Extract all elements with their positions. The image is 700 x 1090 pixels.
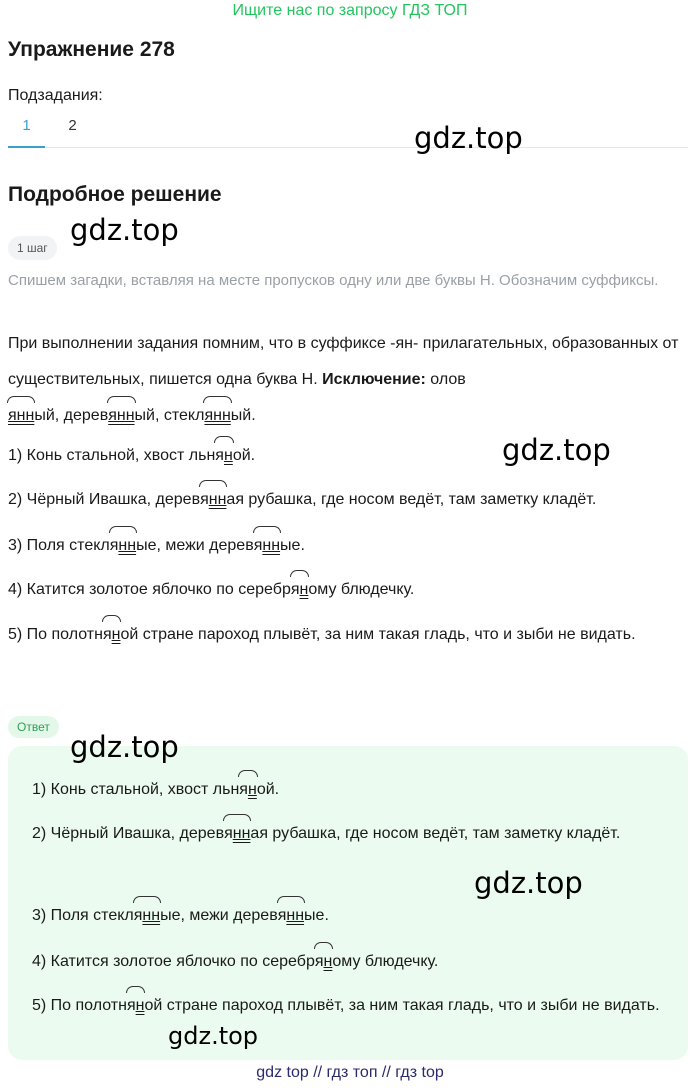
answer-line-2: 2) Чёрный Ивашка, деревянная рубашка, где носом ведёт, там заметку кладёт. <box>32 816 672 852</box>
watermark: gdz.top <box>70 213 179 247</box>
rule-paragraph: При выполнении задания помним, что в суффиксе -ян- прилагательных, образованных от существительных, пишется одна буква Н. Исключение: олов янный, деревянный, стеклянный. <box>8 326 688 434</box>
solution-line-1: 1) Конь стальной, хвост льняной. <box>8 438 688 474</box>
answer-line-5: 5) По полотняной стране пароход плывёт, за ним такая гладь, что и зыби не видать. <box>32 988 672 1024</box>
watermark: gdz.top <box>70 730 179 764</box>
tab-subtask-1[interactable]: 1 <box>8 110 45 148</box>
solution-line-3: 3) Поля стеклянные, межи деревянные. <box>8 528 688 564</box>
exception-label: Исключение <box>322 371 421 388</box>
watermark: gdz.top <box>414 121 523 155</box>
answer-line-4: 4) Катится золотое яблочко по серебряному блюдечку. <box>32 944 672 980</box>
solution-line-2: 2) Чёрный Ивашка, деревянная рубашка, где носом ведёт, там заметку кладёт. <box>8 482 688 518</box>
footer-links: gdz top // гдз топ // гдз top <box>256 1064 444 1081</box>
watermark: gdz.top <box>502 433 611 467</box>
intro-text: Спишем загадки, вставляя на месте пропусков одну или две буквы Н. Обозначим суффиксы. <box>8 272 659 289</box>
step-badge: 1 шаг <box>8 236 57 260</box>
search-hint-banner: Ищите нас по запросу ГДЗ ТОП <box>232 2 468 19</box>
answer-line-3: 3) Поля стеклянные, межи деревянные. <box>32 898 672 934</box>
watermark: gdz.top <box>474 866 583 900</box>
page-title: Упражнение 278 <box>8 38 175 61</box>
watermark: gdz.top <box>168 1022 259 1050</box>
tab-subtask-2[interactable]: 2 <box>68 117 77 134</box>
subtasks-label: Подзадания: <box>8 87 103 104</box>
solution-line-5: 5) По полотняной стране пароход плывёт, за ним такая гладь, что и зыби не видать. <box>8 617 688 653</box>
answer-badge: Ответ <box>8 716 59 738</box>
solution-line-4: 4) Катится золотое яблочко по серебряному блюдечку. <box>8 572 688 608</box>
answer-line-1: 1) Конь стальной, хвост льняной. <box>32 772 672 808</box>
answer-box <box>8 746 688 1060</box>
section-title: Подробное решение <box>8 183 222 206</box>
subtask-tabs <box>8 110 688 148</box>
